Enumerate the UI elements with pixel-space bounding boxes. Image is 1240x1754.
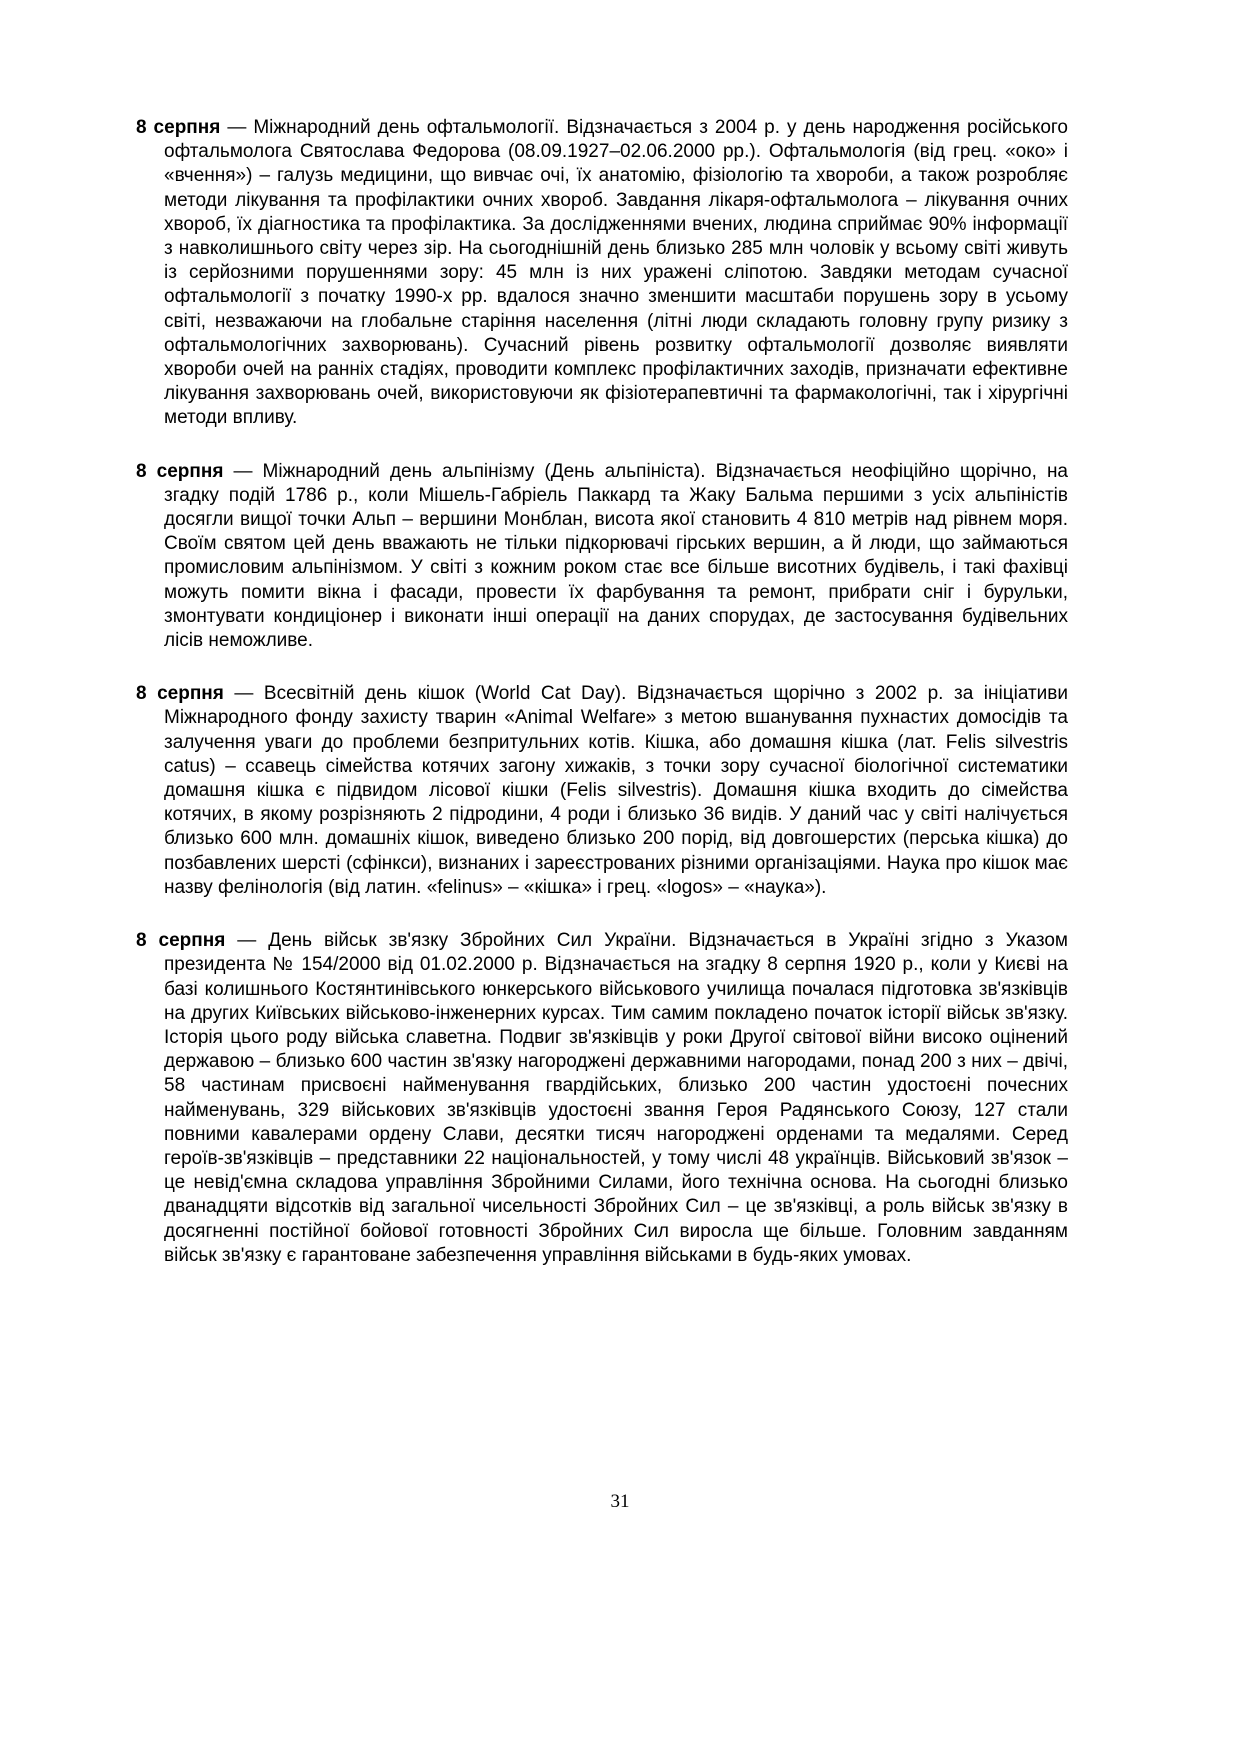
- entry-text: — Всесвітній день кішок (World Cat Day). Відзначається щорічно з 2002 р. за ініціативи Міжнародного фонду захисту тварин «Animal Welfare» з метою вшанування пухнастих домосідів та залучення уваги до проблеми безпритульних котів. Кішка, або домашня кішка (лат. Felis silvestris catus) – ссавець сімейства котячих загону хижаків, з точки зору сучасної біологічної систематики домашня кішка є підвидом лісової кішки (Felis silvestris). Домашня кішка входить до сімейства котячих, в якому розрізняють 2 підродини, 4 роди і близько 36 видів. У даний час у світі налічується близько 600 млн. домашніх кішок, виведено близько 200 порід, від довгошерстих (перська кішка) до позбавлених шерсті (сфінкси), визнаних і зареєстрованих різними організаціями. Наука про кішок має назву фелінологія (від латин. «felinus» – «кішка» і грец. «logos» – «наука»).: [164, 683, 1068, 898]
- entry-date: 8 серпня: [136, 683, 224, 705]
- entry-date: 8 серпня: [136, 460, 224, 482]
- entry-text: — Міжнародний день альпінізму (День альпініста). Відзначається неофіційно щорічно, на згадку подій 1786 р., коли Мішель-Габріель Паккард та Жаку Бальма першими з усіх альпіністів досягли вищої точки Альп – вершини Монблан, висота якої становить 4 810 метрів над рівнем моря. Своїм святом цей день вважають не тільки підкорювачі гірських вершин, а й люди, що займаються промисловим альпінізмом. У світі з кожним роком стає все більше висотних будівель, і такі фахівці можуть помити вікна і фасади, провести їх фарбування та ремонт, прибрати сніг і бурульки, змонтувати кондиціонер і виконати інші операції на даних спорудах, де застосування будівельних лісів неможливе.: [164, 460, 1069, 652]
- page-number: 31: [610, 1491, 630, 1512]
- entry-date: 8 серпня: [136, 930, 226, 952]
- entry-mountaineering-day: [136, 460, 1068, 654]
- entry-text: — Міжнародний день офтальмології. Відзначається з 2004 р. у день народження російського офтальмолога Святослава Федорова (08.09.1927–02.06.2000 рр.). Офтальмологія (від грец. «око» і «вчення») – галузь медицини, що вивчає очі, їх анатомію, фізіологію та хвороби, а також розробляє методи лікування та профілактики очних хвороб. Завдання лікаря-офтальмолога – лікування очних хвороб, їх діагностика та профілактика. За дослідженнями вчених, людина сприймає 90% інформації з навколишнього світу через зір. На сьогоднішній день близько 285 млн чоловік у всьому світі живуть із серйозними порушеннями зору: 45 млн із них уражені сліпотою. Завдяки методам сучасної офтальмології з початку 1990-х рр. вдалося значно зменшити масштаби порушень зору в усьому світі, незважаючи на глобальне старіння населення (літні люди складають головну групу ризику з офтальмологічних захворювань). Сучасний рівень розвитку офтальмології дозволяє виявляти хвороби очей на ранніх стадіях, проводити комплекс профілактичних заходів, призначати ефективне лікування захворювань очей, використовуючи як фізіотерапевтичні та фармакологічні, так і хірургічні методи впливу.: [164, 117, 1068, 429]
- entry-world-cat-day: [136, 682, 1068, 900]
- document-body: [136, 116, 1068, 1297]
- entry-ophthalmology-day: [136, 116, 1068, 431]
- entry-date: 8 серпня: [136, 117, 221, 138]
- entry-signal-troops-day: [136, 929, 1068, 1268]
- entry-text: — День військ зв'язку Збройних Сил України. Відзначається в Україні згідно з Указом президента № 154/2000 від 01.02.2000 р. Відзначається на згадку 8 серпня 1920 р., коли у Києві на базі колишнього Костянтинівського юнкерського військового училища почалася підготовка зв'язківців на других Київських військово-інженерних курсах. Тим самим покладено початок історії військ зв'язку. Історія цього роду війська славетна. Подвиг зв'язківців у роки Другої світової війни високо оцінений державою – близько 600 частин зв'язку нагороджені державними нагородами, понад 200 з них – двічі, 58 частинам присвоєні найменування гвардійських, близько 200 частин удостоєні почесних найменувань, 329 військових зв'язківців удостоєні звання Героя Радянського Союзу, 127 стали повними кавалерами ордену Слави, десятки тисяч нагороджені орденами та медалями. Серед героїв-зв'язківців – представники 22 національностей, у тому числі 48 українців. Військовий зв'язок – це невід'ємна складова управління Збройними Силами, його технічна основа. На сьогодні близько дванадцяти відсотків від загальної чисельності Збройних Сил – це зв'язківці, а роль військ зв'язку в досягненні постійної бойової готовності Збройних Сил виросла ще більше. Головним завданням військ зв'язку є гарантоване забезпечення управління військами в будь-яких умовах.: [164, 930, 1068, 1266]
